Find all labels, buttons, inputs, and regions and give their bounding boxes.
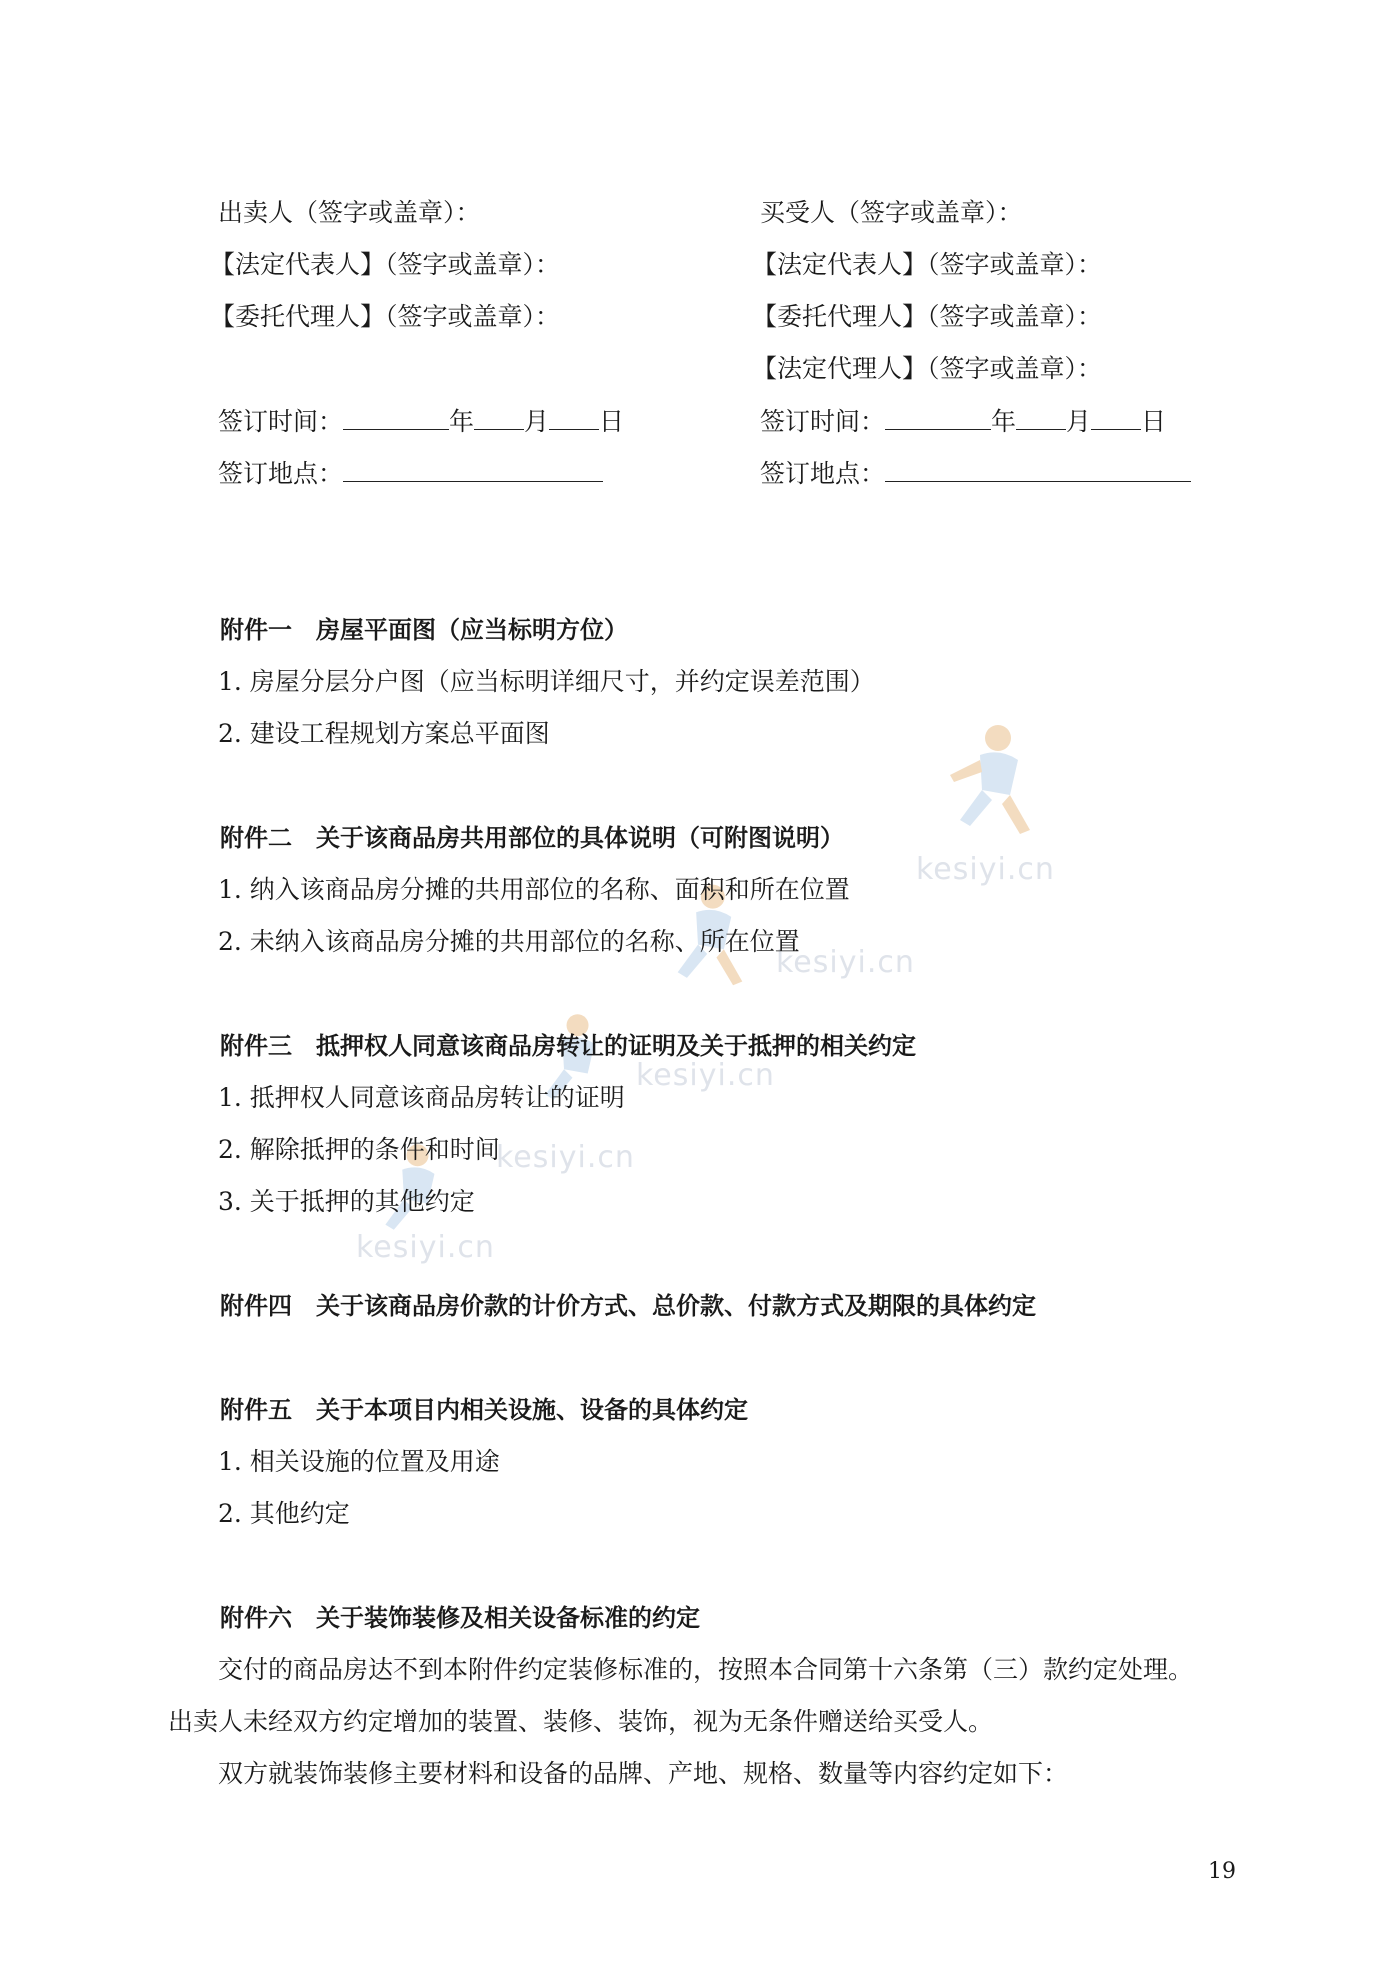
attachment-3-item-3: 3. 关于抵押的其他约定 [218,1187,475,1216]
attachment-6-paragraph-1-line-2: 出卖人未经双方约定增加的装置、装修、装饰，视为无条件赠送给买受人。 [168,1707,994,1736]
day-label: 日 [599,407,625,436]
day-label: 日 [1141,407,1167,436]
seller-place-line [218,457,603,490]
year-blank[interactable] [885,405,991,430]
attachment-1-title: 附件一 房屋平面图（应当标明方位） [220,616,628,644]
buyer-agent-line: 【委托代理人】（签字或盖章）： [752,302,1103,331]
watermark-text: kesiyi.cn [636,1058,775,1093]
seller-sign-line: 出卖人（签字或盖章）： [218,198,481,227]
date-label: 签订时间： [760,407,886,436]
attachment-3-title: 附件三 抵押权人同意该商品房转让的证明及关于抵押的相关约定 [220,1032,916,1060]
year-label: 年 [991,407,1017,436]
seller-agent-line: 【委托代理人】（签字或盖章）： [210,302,561,331]
attachment-1-item-1: 1. 房屋分层分户图（应当标明详细尺寸，并约定误差范围） [218,667,875,696]
month-label: 月 [1066,407,1092,436]
place-blank[interactable] [343,457,603,482]
page-number: 19 [1208,1859,1236,1884]
place-blank[interactable] [885,457,1191,482]
watermark-figure-icon [930,720,1060,850]
attachment-4-title: 附件四 关于该商品房价款的计价方式、总价款、付款方式及期限的具体约定 [220,1292,1036,1320]
attachment-5-item-2: 2. 其他约定 [218,1499,350,1528]
attachment-2-item-1: 1. 纳入该商品房分摊的共用部位的名称、面积和所在位置 [218,875,850,904]
attachment-3-item-1: 1. 抵押权人同意该商品房转让的证明 [218,1083,625,1112]
watermark-text: kesiyi.cn [916,852,1055,887]
buyer-place-line [760,457,1191,490]
watermark-text: kesiyi.cn [496,1140,635,1175]
attachment-5-title: 附件五 关于本项目内相关设施、设备的具体约定 [220,1396,748,1424]
buyer-legal-rep-line: 【法定代表人】（签字或盖章）： [752,250,1103,279]
buyer-legal-agent-line: 【法定代理人】（签字或盖章）： [752,354,1103,383]
day-blank[interactable] [549,405,599,430]
buyer-date-line [760,405,1166,438]
seller-date-line [218,405,624,438]
month-blank[interactable] [1016,405,1066,430]
place-label: 签订地点： [218,459,344,488]
seller-legal-rep-line: 【法定代表人】（签字或盖章）： [210,250,561,279]
year-label: 年 [449,407,475,436]
year-blank[interactable] [343,405,449,430]
buyer-sign-line: 买受人（签字或盖章）： [760,198,1023,227]
attachment-6-paragraph-2: 双方就装饰装修主要材料和设备的品牌、产地、规格、数量等内容约定如下： [218,1759,1069,1788]
attachment-1-item-2: 2. 建设工程规划方案总平面图 [218,719,550,748]
attachment-2-item-2: 2. 未纳入该商品房分摊的共用部位的名称、所在位置 [218,927,800,956]
attachment-5-item-1: 1. 相关设施的位置及用途 [218,1447,500,1476]
attachment-3-item-2: 2. 解除抵押的条件和时间 [218,1135,500,1164]
day-blank[interactable] [1091,405,1141,430]
attachment-6-title: 附件六 关于装饰装修及相关设备标准的约定 [220,1604,700,1632]
watermark-text: kesiyi.cn [776,945,915,980]
watermark-text: kesiyi.cn [356,1230,495,1265]
date-label: 签订时间： [218,407,344,436]
attachment-2-title: 附件二 关于该商品房共用部位的具体说明（可附图说明） [220,824,844,852]
attachment-6-paragraph-1-line-1: 交付的商品房达不到本附件约定装修标准的，按照本合同第十六条第（三）款约定处理。 [218,1655,1194,1684]
month-label: 月 [524,407,550,436]
place-label: 签订地点： [760,459,886,488]
month-blank[interactable] [474,405,524,430]
